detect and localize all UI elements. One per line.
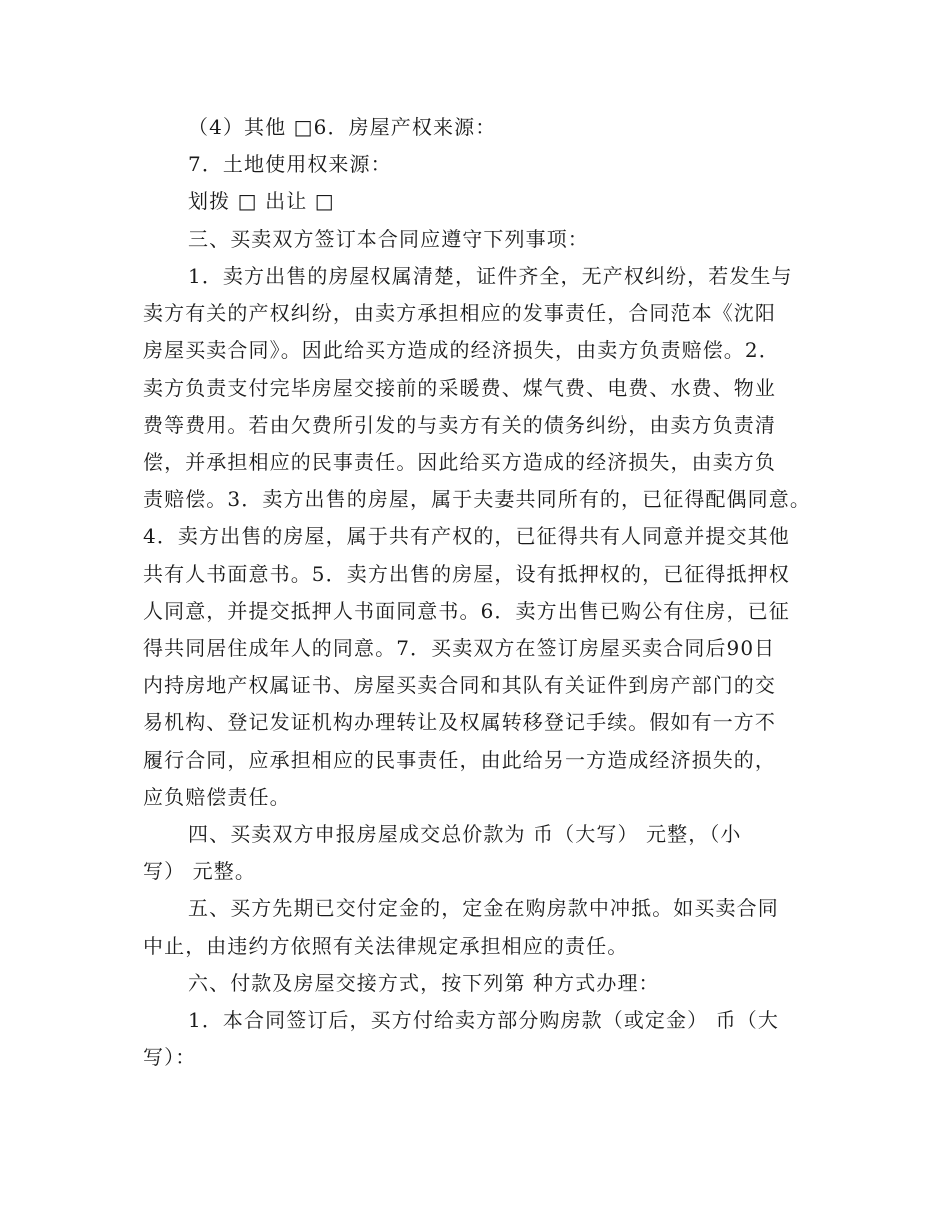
paragraph-line: 责赔偿。3．卖方出售的房屋，属于夫妻共同所有的，已征得配偶同意。 — [143, 487, 811, 511]
paragraph-line: 偿，并承担相应的民事责任。因此给买方造成的经济损失，由卖方负 — [143, 450, 776, 474]
paragraph-line: 履行合同，应承担相应的民事责任，由此给另一方造成经济损失的， — [143, 748, 776, 772]
paragraph-line: 中止，由违约方依照有关法律规定承担相应的责任。 — [143, 934, 629, 958]
paragraph-line: 4．卖方出售的房屋，属于共有产权的，已征得共有人同意并提交其他 — [143, 524, 790, 548]
text-line-land-use-source: 7．土地使用权来源： — [188, 152, 392, 176]
paragraph-line: 卖方负责支付完毕房屋交接前的采暖费、煤气费、电费、水费、物业 — [143, 376, 776, 400]
paragraph-line: 1．卖方出售的房屋权属清楚，证件齐全，无产权纠纷，若发生与 — [188, 264, 793, 288]
paragraph-line: 易机构、登记发证机构办理转让及权属转移登记手续。假如有一方不 — [143, 710, 776, 734]
paragraph-line: 卖方有关的产权纠纷，由卖方承担相应的发事责任，合同范本《沈阳 — [143, 301, 776, 325]
section-heading-three: 三、买卖双方签订本合同应遵守下列事项： — [188, 227, 589, 251]
paragraph-line: 得共同居住成年人的同意。7．买卖双方在签订房屋买卖合同后90日 — [143, 636, 776, 660]
section-heading-five: 五、买方先期已交付定金的，定金在购房款中冲抵。如买卖合同 — [188, 896, 779, 920]
section-heading-six: 六、付款及房屋交接方式，按下列第 种方式办理： — [188, 971, 660, 995]
text-line-other-and-property-source: （4）其他 □6．房屋产权来源： — [188, 115, 497, 139]
text-line-allocation-options: 划拨 □ 出让 □ — [188, 189, 335, 213]
paragraph-line: 内持房地产权属证书、房屋买卖合同和其队有关证件到房产部门的交 — [143, 673, 776, 697]
paragraph-line: 共有人书面意书。5．卖方出售的房屋，设有抵押权的，已征得抵押权 — [143, 562, 790, 586]
paragraph-line: 费等费用。若由欠费所引发的与卖方有关的债务纠纷，由卖方负责清 — [143, 413, 776, 437]
paragraph-line: 房屋买卖合同》。因此给买方造成的经济损失，由卖方负责赔偿。2． — [143, 338, 780, 362]
paragraph-line: 应负赔偿责任。 — [143, 785, 291, 809]
section-heading-four: 四、买卖双方申报房屋成交总价款为 币（大写） 元整，（小 — [188, 822, 742, 846]
paragraph-line: 1．本合同签订后，买方付给卖方部分购房款（或定金） 币（大 — [188, 1008, 779, 1032]
paragraph-line: 写） 元整。 — [143, 859, 256, 883]
paragraph-line: 人同意，并提交抵押人书面同意书。6．卖方出售已购公有住房，已征 — [143, 599, 790, 623]
paragraph-line: 写）： — [143, 1045, 197, 1069]
